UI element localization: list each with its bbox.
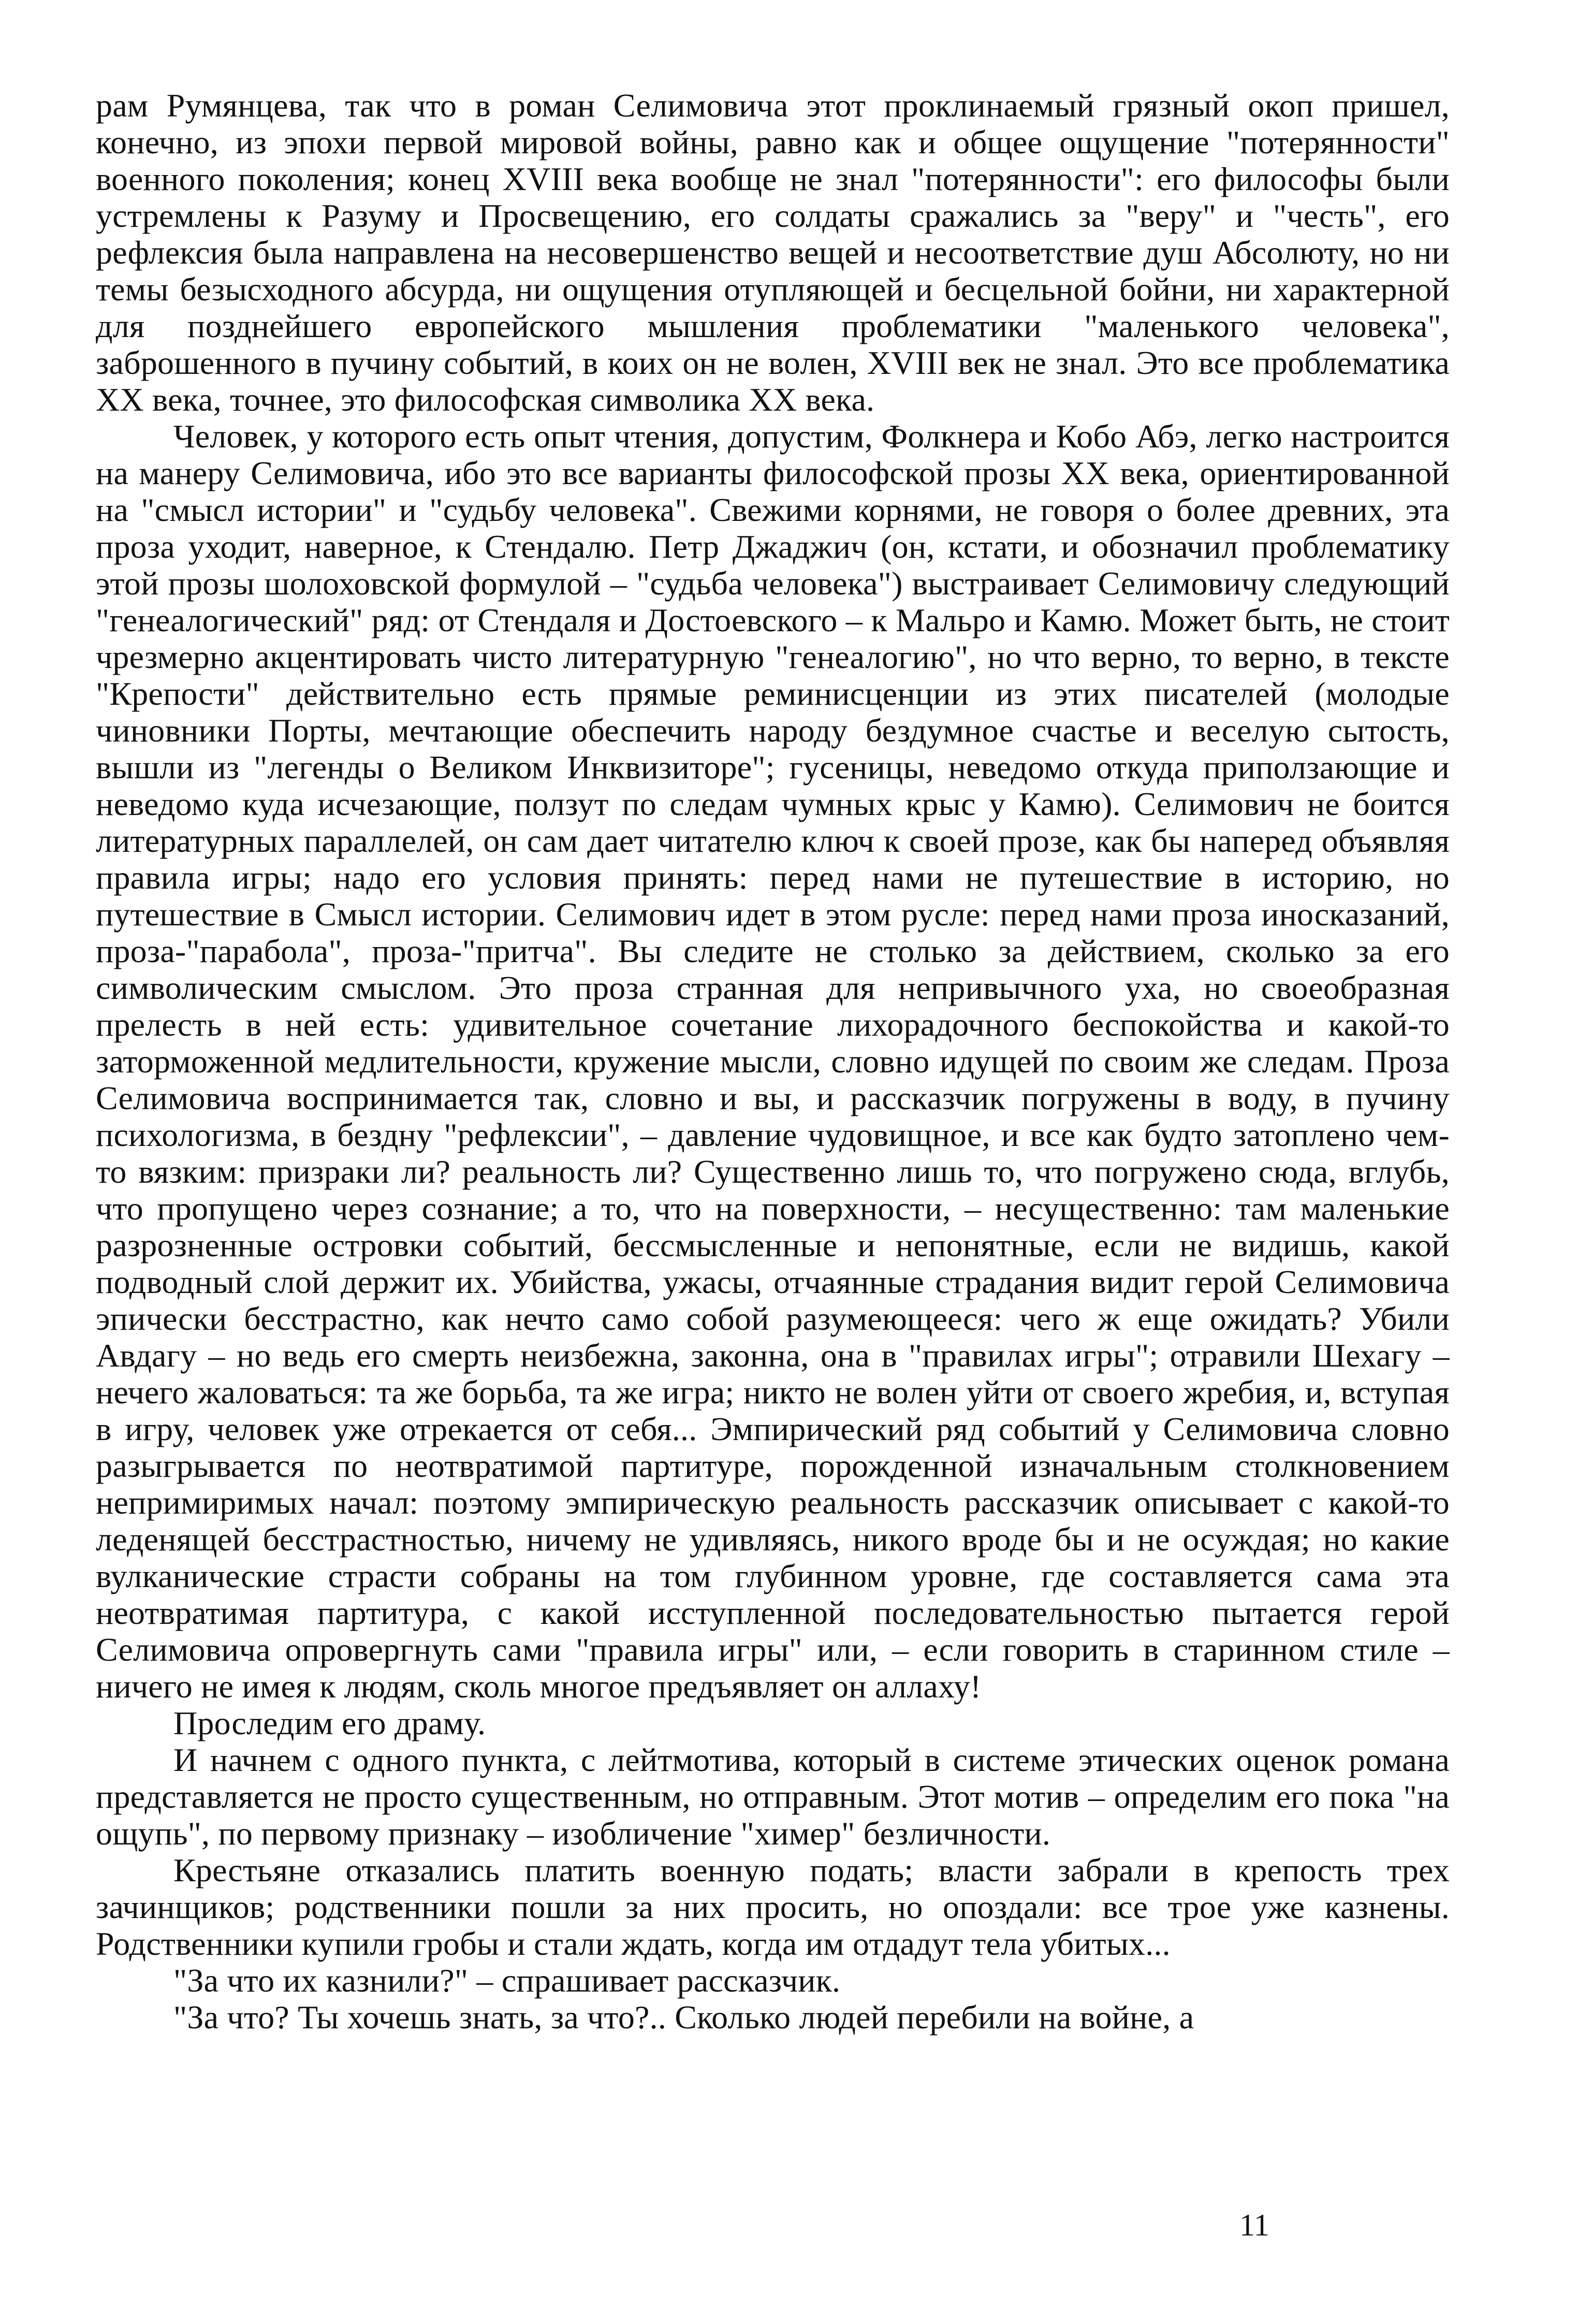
paragraph-continuation: рам Румянцева, так что в роман Селимовича этот проклинаемый грязный окоп пришел, конечно, из эпохи первой мировой войны, равно как и общее ощущение "потерянности" военного поколения; конец XVIII века вообще не знал "потерянности": его философы были устремлены к Разуму и Просвещению, его солдаты сражались за "веру" и "честь", его рефлексия была направлена на несовершенство вещей и несоответствие душ Абсолюту, но ни темы безысходного абсурда, ни ощущения отупляющей и бесцельной бойни, ни характерной для позднейшего европейского мышления проблематики "маленького человека", заброшенного в пучину событий, в коих он не волен, XVIII век не знал. Это все проблематика XX века, точнее, это философская символика XX века. <box>96 87 1450 418</box>
dialog-line-question: "За что их казнили?" – спрашивает рассказчик. <box>173 1962 841 1999</box>
body-text <box>96 87 1450 2036</box>
paragraph-peasants: Крестьяне отказались платить военную подать; власти забрали в крепость трех зачинщиков; родственники пошли за них просить, но опоздали: все трое уже казнены. Родственники купили гробы и стали ждать, когда им отдадут тела убитых... <box>96 1852 1450 1962</box>
paragraph-selimovic-prose: Человек, у которого есть опыт чтения, допустим, Фолкнера и Кобо Абэ, легко настроится на манеру Селимовича, ибо это все варианты философской прозы XX века, ориентированной на "смысл истории" и "судьбу человека". Свежими корнями, не говоря о более древних, эта проза уходит, наверное, к Стендалю. Петр Джаджич (он, кстати, и обозначил проблематику этой прозы шолоховской формулой – "судьба человека") выстраивает Селимовичу следующий "генеалогический" ряд: от Стендаля и Достоевского – к Мальро и Камю. Может быть, не стоит чрезмерно акцентировать чисто литературную "генеалогию", но что верно, то верно, в тексте "Крепости" действительно есть прямые реминисценции из этих писателей (молодые чиновники Порты, мечтающие обеспечить народу бездумное счастье и веселую сытость, вышли из "легенды о Великом Инквизиторе"; гусеницы, неведомо откуда приползающие и неведомо куда исчезающие, ползут по следам чумных крыс у Камю). Селимович не боится литературных параллелей, он сам дает читателю ключ к своей прозе, как бы наперед объявляя правила игры; надо его условия принять: перед нами не путешествие в историю, но путешествие в Смысл истории. Селимович идет в этом русле: перед нами проза иносказаний, проза-"парабола", проза-"притча". Вы следите не столько за действием, сколько за его символическим смыслом. Это проза странная для непривычного уха, но своеобразная прелесть в ней есть: удивительное сочетание лихорадочного беспокойства и какой-то заторможенной медлительности, кружение мысли, словно идущей по своим же следам. Проза Селимовича воспринимается так, словно и вы, и рассказчик погружены в воду, в пучину психологизма, в бездну "рефлексии", – давление чудовищное, и все как будто затоплено чем-то вязким: призраки ли? реальность ли? Существенно лишь то, что погружено сюда, вглубь, что пропущено через сознание; а то, что на поверхности, – несущественно: там маленькие разрозненные островки событий, бессмысленные и непонятные, если не видишь, какой подводный слой держит их. Убийства, ужасы, отчаянные страдания видит герой Селимовича эпически бесстрастно, как нечто само собой разумеющееся: чего ж еще ожидать? Убили Авдагу – но ведь его смерть неизбежна, законна, она в "правилах игры"; отравили Шехагу – нечего жаловаться: та же борьба, та же игра; никто не волен уйти от своего жребия, и, вступая в игру, человек уже отрекается от себя... Эмпирический ряд событий у Селимовича словно разыгрывается по неотвратимой партитуре, порожденной изначальным столкновением непримиримых начал: поэтому эмпирическую реальность рассказчик описывает с какой-то леденящей бесстрастностью, ничему не удивляясь, никого вроде бы и не осуждая; но какие вулканические страсти собраны на том глубинном уровне, где составляется сама эта неотвратимая партитура, с какой исступленной последовательностью пытается герой Селимовича опровергнуть сами "правила игры" или, – если говорить в старинном стиле – ничего не имея к людям, сколь многое предъявляет он аллаху! <box>96 418 1450 1705</box>
paragraph-leitmotif: И начнем с одного пункта, с лейтмотива, который в системе этических оценок романа представляется не просто существенным, но отправным. Этот мотив – определим его пока "на ощупь", по первому признаку – изобличение "химер" безличности. <box>96 1741 1450 1852</box>
dialog-line-answer: "За что? Ты хочешь знать, за что?.. Сколько людей перебили на войне, а <box>173 1999 1194 2036</box>
page-number: 11 <box>1239 2208 1269 2242</box>
paragraph-drama: Проследим его драму. <box>173 1705 486 1741</box>
